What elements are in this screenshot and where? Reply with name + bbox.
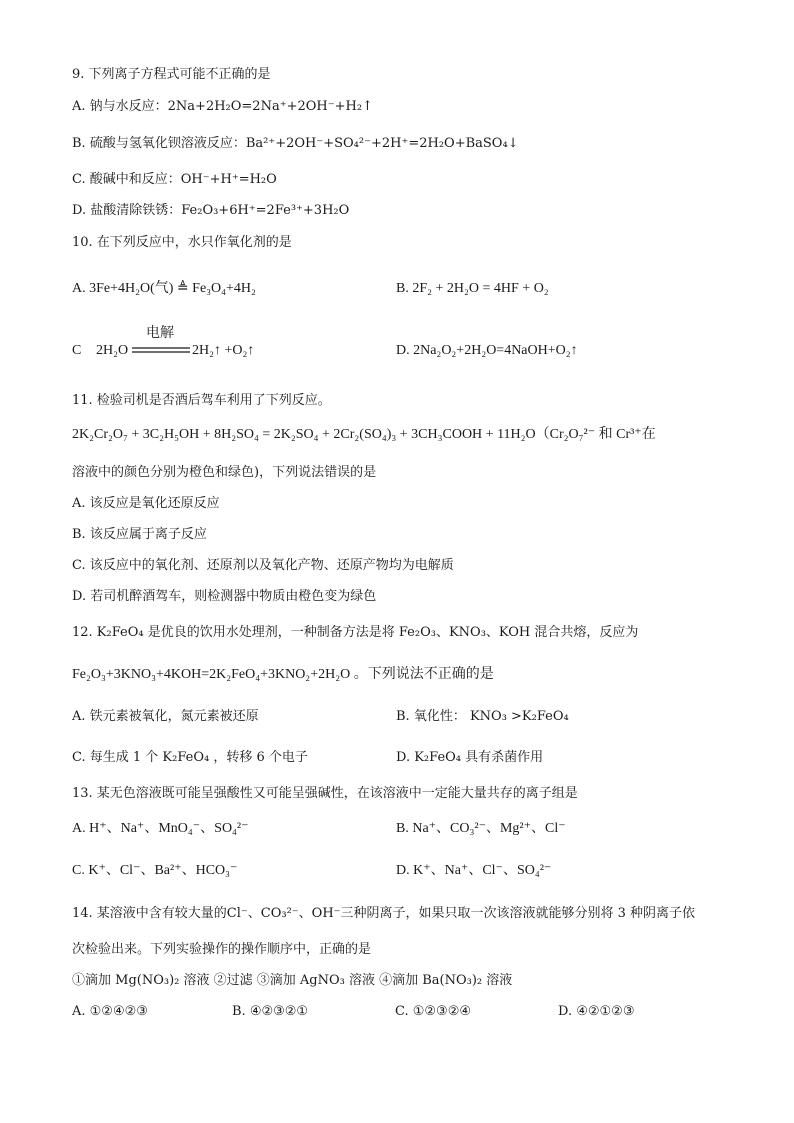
q13-option-d: D. K⁺、Na⁺、Cl⁻、SO₄²⁻ (396, 863, 552, 878)
q10-option-a: A. 3Fe+4H₂O(气) ≜ Fe₃O₄+4H₂ (72, 281, 256, 296)
q9-option-c: C. 酸碱中和反应：OH⁻+H⁺=H₂O (72, 172, 277, 187)
q14-option-a: A. ①②④②③ (72, 1004, 148, 1019)
q12-option-c: C. 每生成 1 个 K₂FeO₄ ，转移 6 个电子 (72, 750, 308, 765)
q11-equation: 2K₂Cr₂O₇ + 3C₂H₅OH + 8H₂SO₄ = 2K₂SO₄ + 2Cr₂(SO₄)₃ + 3CH₃COOH + 11H₂O（Cr₂O₇²⁻ 和 Cr³⁺在 (72, 427, 656, 442)
q11-option-b: B. 该反应属于离子反应 (72, 527, 207, 542)
q14-option-c: C. ①②③②④ (395, 1004, 472, 1019)
q14-stem-continued: 次检验出来。下列实验操作的操作顺序中，正确的是 (72, 942, 372, 957)
q11-stem: 11. 检验司机是否酒后驾车利用了下列反应。 (72, 393, 331, 408)
q14-steps: ①滴加 Mg(NO₃)₂ 溶液 ②过滤 ③滴加 AgNO₃ 溶液 ④滴加 Ba(NO₃)₂ 溶液 (72, 973, 513, 988)
q10-option-b: B. 2F₂ + 2H₂O = 4HF + O₂ (396, 281, 549, 296)
q11-option-a: A. 该反应是氧化还原反应 (72, 496, 220, 511)
q10-option-c-condition: 电解 (146, 325, 174, 341)
q13-option-c: C. K⁺、Cl⁻、Ba²⁺、HCO₃⁻ (72, 863, 238, 878)
q14-option-b: B. ④②③②① (232, 1004, 309, 1019)
q10-stem: 10. 在下列反应中，水只作氧化剂的是 (72, 235, 292, 250)
q13-stem: 13. 某无色溶液既可能呈强酸性又可能呈强碱性，在该溶液中一定能大量共存的离子组是 (72, 786, 578, 801)
q12-equation: Fe₂O₃+3KNO₃+4KOH=2K₂FeO₄+3KNO₂+2H₂O 。下列说法不正确的是 (72, 667, 494, 682)
q10-option-c-reactant: 2H₂O (96, 343, 129, 358)
q11-option-d: D. 若司机醉酒驾车，则检测器中物质由橙色变为绿色 (72, 589, 377, 604)
q12-option-a: A. 铁元素被氧化，氮元素被还原 (72, 709, 259, 724)
q11-option-c: C. 该反应中的氧化剂、还原剂以及氧化产物、还原产物均为电解质 (72, 558, 454, 573)
q10-equal-bars (132, 346, 190, 354)
q14-stem: 14. 某溶液中含有较大量的Cl⁻、CO₃²⁻、OH⁻三种阴离子，如果只取一次该溶液就能够分别将 3 种阴离子依 (72, 906, 696, 921)
q13-option-a: A. H⁺、Na⁺、MnO₄⁻、SO₄²⁻ (72, 821, 249, 836)
q12-stem: 12. K₂FeO₄ 是优良的饮用水处理剂，一种制备方法是将 Fe₂O₃、KNO₃、KOH 混合共熔，反应为 (72, 625, 639, 640)
q14-option-d: D. ④②①②③ (558, 1004, 635, 1019)
q9-option-a: A. 钠与水反应：2Na+2H₂O=2Na⁺+2OH⁻+H₂↑ (72, 99, 373, 114)
q10-option-c-product: 2H₂↑ +O₂↑ (192, 343, 255, 358)
q12-option-d: D. K₂FeO₄ 具有杀菌作用 (396, 750, 544, 765)
q9-stem: 9. 下列离子方程式可能不正确的是 (72, 67, 271, 82)
q10-option-d: D. 2Na₂O₂+2H₂O=4NaOH+O₂↑ (396, 343, 578, 358)
q11-stem-continued: 溶液中的颜色分别为橙色和绿色)，下列说法错误的是 (72, 465, 377, 480)
q9-option-d: D. 盐酸清除铁锈：Fe₂O₃+6H⁺=2Fe³⁺+3H₂O (72, 203, 350, 218)
q13-option-b: B. Na⁺、CO₃²⁻、Mg²⁺、Cl⁻ (396, 821, 566, 836)
q10-option-c-label: C (72, 343, 82, 358)
q9-option-b: B. 硫酸与氢氧化钡溶液反应：Ba²⁺+2OH⁻+SO₄²⁻+2H⁺=2H₂O+BaSO₄↓ (72, 136, 519, 151)
q12-option-b: B. 氧化性： KNO₃ >K₂FeO₄ (396, 709, 569, 724)
